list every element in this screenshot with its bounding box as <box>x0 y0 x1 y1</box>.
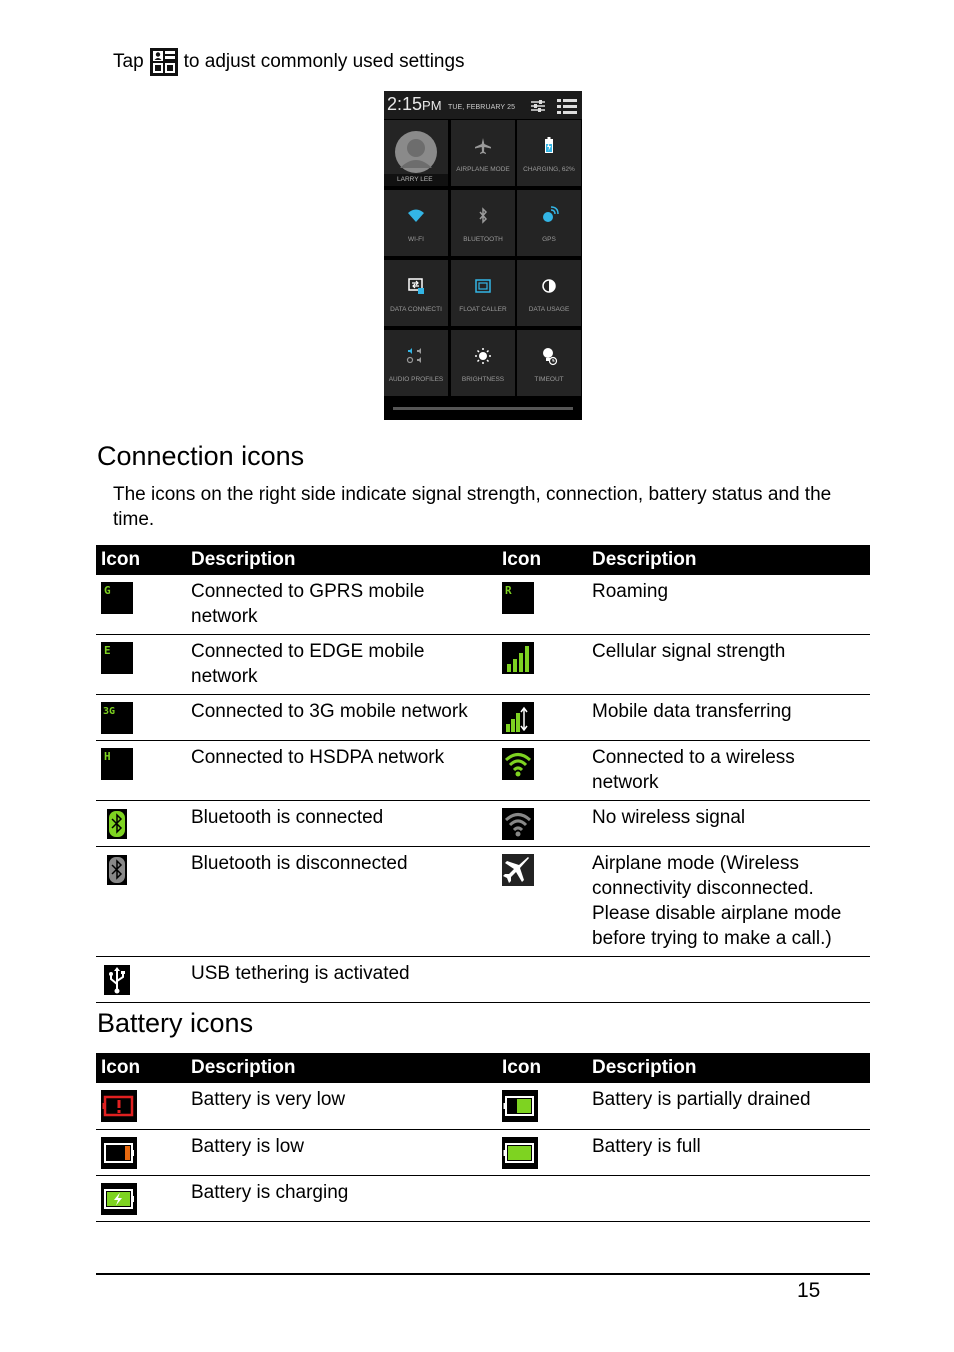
tile-timeout[interactable] <box>517 330 581 396</box>
row-description: Roaming <box>580 575 870 635</box>
brightness-icon <box>473 346 493 366</box>
table-header-row <box>96 1053 870 1083</box>
row-description: Connected to 3G mobile network <box>179 695 497 741</box>
row-description: USB tethering is activated <box>179 957 497 1003</box>
row-description: Connected to a wireless network <box>580 741 870 801</box>
signal-strength-icon <box>502 642 534 674</box>
roaming-icon <box>502 582 534 614</box>
tile-label: BLUETOOTH <box>463 236 503 243</box>
header-icon: Icon <box>96 545 179 575</box>
footer-rule <box>96 1273 870 1275</box>
quick-settings-icon <box>150 48 178 76</box>
bluetooth-connected-icon <box>101 808 133 840</box>
row-description: Battery is low <box>179 1129 497 1175</box>
phone-scroll-bar <box>393 407 573 410</box>
tile-airplane-mode[interactable] <box>451 120 515 186</box>
tile-audio-profiles[interactable] <box>384 330 448 396</box>
row-description: Battery is partially drained <box>580 1083 870 1129</box>
data-connection-icon <box>406 276 426 296</box>
tile-gps[interactable] <box>517 190 581 256</box>
table-row <box>96 575 870 635</box>
wifi-no-signal-icon <box>502 808 534 840</box>
tile-data-usage[interactable] <box>517 260 581 326</box>
tile-float-caller[interactable] <box>451 260 515 326</box>
timeout-icon <box>539 346 559 366</box>
3g-icon <box>101 702 133 734</box>
table-row <box>96 801 870 847</box>
empty-cell <box>580 1175 870 1221</box>
hsdpa-icon <box>101 748 133 780</box>
page-number: 15 <box>797 1279 821 1302</box>
table-row <box>96 1129 870 1175</box>
tile-data-connection[interactable] <box>384 260 448 326</box>
tile-label: AIRPLANE MODE <box>456 166 510 173</box>
intro-text-before: Tap <box>113 51 144 72</box>
row-description: Bluetooth is connected <box>179 801 497 847</box>
svg-text:E: E <box>104 644 111 657</box>
header-description: Description <box>580 545 870 575</box>
battery-full-icon <box>502 1137 538 1169</box>
svg-text:H: H <box>104 750 111 763</box>
tile-wifi[interactable] <box>384 190 448 256</box>
header-icon: Icon <box>497 1053 580 1083</box>
battery-icons-table <box>96 1053 870 1222</box>
sliders-icon[interactable] <box>530 98 546 114</box>
table-row <box>96 957 870 1003</box>
header-description: Description <box>179 1053 497 1083</box>
tile-label: LARRY LEE <box>384 174 448 186</box>
wifi-connected-icon <box>502 748 534 780</box>
wifi-icon <box>406 206 426 226</box>
tile-label: AUDIO PROFILES <box>388 376 444 383</box>
battery-charging-icon <box>539 136 559 156</box>
battery-very-low-icon <box>101 1090 137 1122</box>
svg-text:G: G <box>104 584 111 597</box>
tile-label: WI-FI <box>408 236 424 243</box>
row-description: Battery is full <box>580 1129 870 1175</box>
row-description: Connected to EDGE mobile network <box>179 635 497 695</box>
header-description: Description <box>580 1053 870 1083</box>
list-view-icon[interactable] <box>557 98 577 115</box>
user-avatar-icon <box>394 130 438 174</box>
row-description: Mobile data transferring <box>580 695 870 741</box>
quick-settings-screenshot <box>384 91 582 420</box>
connection-heading: Connection icons <box>97 441 305 471</box>
tile-label: GPS <box>542 236 556 243</box>
airplane-mode-icon <box>502 854 534 886</box>
table-header-row <box>96 545 870 575</box>
tile-label: DATA USAGE <box>528 306 570 313</box>
audio-profiles-icon <box>406 346 426 366</box>
row-description: Connected to HSDPA network <box>179 741 497 801</box>
tile-label: TIMEOUT <box>534 376 564 383</box>
svg-text:R: R <box>505 584 512 597</box>
battery-charging-icon <box>101 1183 137 1215</box>
tile-user[interactable] <box>384 120 448 186</box>
connection-intro: The icons on the right side indicate signal strength, connection, battery status and the time. <box>113 484 832 530</box>
table-row <box>96 635 870 695</box>
row-description: Battery is very low <box>179 1083 497 1129</box>
row-description: Airplane mode (Wireless connectivity disconnected. Please disable airplane mode before trying to make a call.) <box>580 847 870 957</box>
airplane-icon <box>473 136 493 156</box>
usb-tethering-icon <box>101 964 133 996</box>
tile-label: FLOAT CALLER <box>459 306 507 313</box>
tile-label: BRIGHTNESS <box>461 376 505 383</box>
header-icon: Icon <box>497 545 580 575</box>
table-row <box>96 1175 870 1221</box>
battery-low-icon <box>101 1137 137 1169</box>
row-description: Connected to GPRS mobile network <box>179 575 497 635</box>
data-usage-icon <box>539 276 559 296</box>
tile-brightness[interactable] <box>451 330 515 396</box>
intro-line <box>113 48 465 76</box>
svg-text:3G: 3G <box>103 706 116 717</box>
gprs-icon <box>101 582 133 614</box>
row-description: Cellular signal strength <box>580 635 870 695</box>
table-row <box>96 695 870 741</box>
header-description: Description <box>179 545 497 575</box>
float-caller-icon <box>473 276 493 296</box>
phone-status-bar <box>384 91 582 119</box>
row-description: Battery is charging <box>179 1175 497 1221</box>
battery-partial-icon <box>502 1090 538 1122</box>
data-transfer-icon <box>502 702 534 734</box>
table-row <box>96 847 870 957</box>
header-icon: Icon <box>96 1053 179 1083</box>
table-row <box>96 741 870 801</box>
tile-battery[interactable] <box>517 120 581 186</box>
tile-bluetooth[interactable] <box>451 190 515 256</box>
bluetooth-disconnected-icon <box>101 854 133 886</box>
empty-cell <box>497 957 580 1003</box>
bluetooth-icon <box>473 206 493 226</box>
tile-label: DATA CONNECTI <box>390 306 442 313</box>
battery-heading: Battery icons <box>97 1008 254 1038</box>
edge-icon <box>101 642 133 674</box>
connection-icons-table <box>96 545 870 1003</box>
table-row <box>96 1083 870 1129</box>
empty-cell <box>497 1175 580 1221</box>
tile-label: CHARGING, 62% <box>523 166 575 173</box>
intro-text-after: to adjust commonly used settings <box>183 51 465 72</box>
row-description: No wireless signal <box>580 801 870 847</box>
phone-date: TUE, FEBRUARY 25 <box>448 104 516 111</box>
gps-icon <box>539 206 559 226</box>
empty-cell <box>580 957 870 1003</box>
row-description: Bluetooth is disconnected <box>179 847 497 957</box>
phone-time: 2:15PM <box>387 94 442 114</box>
